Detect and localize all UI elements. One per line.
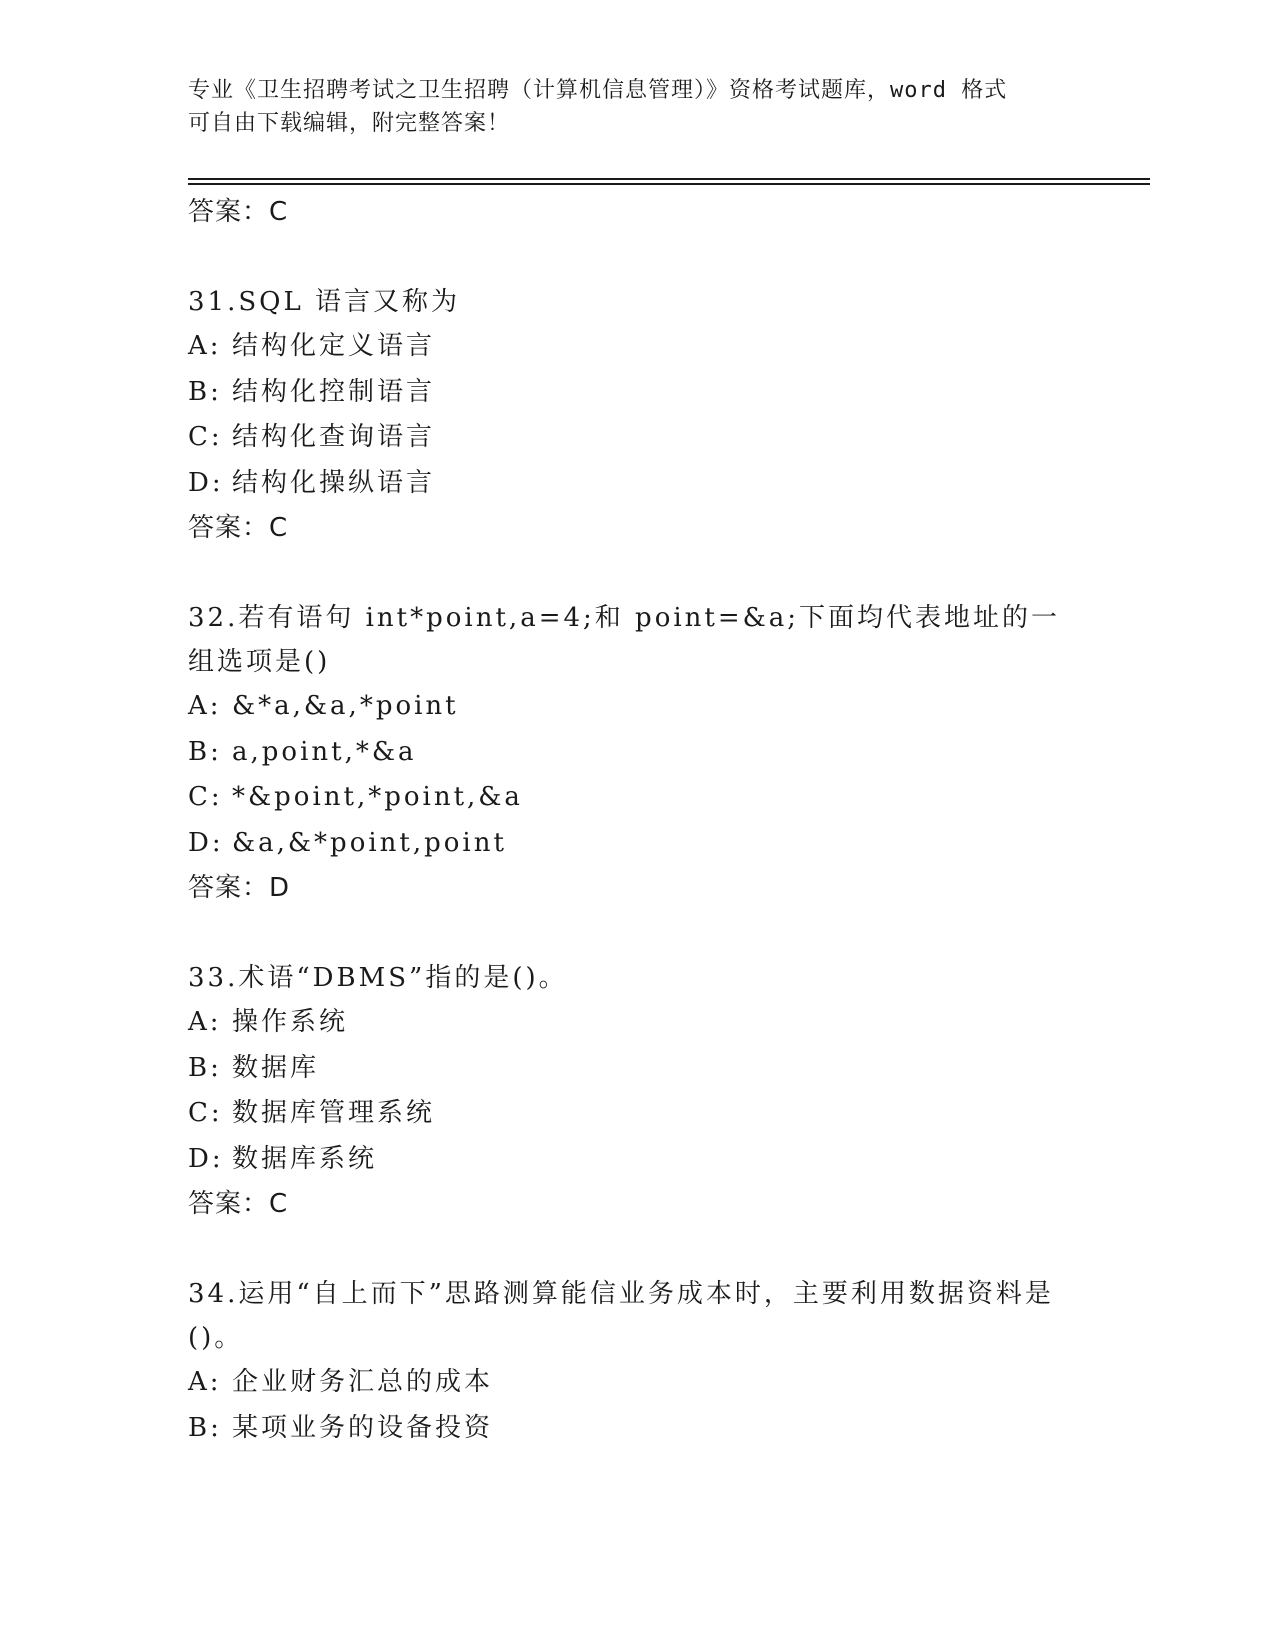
option-key: A:: [188, 331, 222, 361]
question-item: [188, 1272, 1088, 1451]
option-d: [188, 461, 1088, 507]
option-text: 操作系统: [232, 1007, 349, 1037]
question-stem: 34.运用“自上而下”思路测算能信业务成本时，主要利用数据资料是()。: [188, 1279, 1054, 1353]
option-text: &a,&*point,point: [232, 827, 507, 858]
option-text: 结构化控制语言: [232, 376, 436, 407]
option-key: C:: [188, 1098, 223, 1128]
option-b: [188, 730, 1088, 776]
answer-line: 答案：C: [188, 513, 289, 543]
option-text: 数据库管理系统: [232, 1098, 436, 1128]
option-key: B:: [188, 736, 222, 767]
option-text: 结构化定义语言: [232, 331, 436, 361]
option-d: [188, 1137, 1088, 1183]
option-c: [188, 415, 1088, 461]
option-a: [188, 1000, 1088, 1046]
option-b: [188, 1046, 1088, 1092]
option-text: *&point,*point,&a: [232, 782, 523, 812]
option-c: [188, 775, 1088, 821]
option-text: 数据库系统: [232, 1143, 378, 1174]
document-header: 专业《卫生招聘考试之卫生招聘（计算机信息管理）》资格考试题库，word 格式 可自由下载编辑，附完整答案！: [188, 78, 1008, 136]
option-text: 数据库: [232, 1052, 320, 1083]
header-rule-bottom: [188, 183, 1150, 185]
question-list: [188, 190, 1088, 1451]
option-c: [188, 1091, 1088, 1137]
option-b: [188, 1406, 1088, 1452]
option-a: [188, 324, 1088, 370]
question-stem: 33.术语“DBMS”指的是()。: [188, 963, 568, 993]
option-key: D:: [188, 1143, 224, 1174]
option-key: C:: [188, 422, 223, 452]
question-stem: 31.SQL 语言又称为: [188, 287, 461, 317]
question-item: [188, 596, 1088, 910]
option-text: &*a,&a,*point: [232, 691, 459, 721]
question-item: [188, 956, 1088, 1226]
question-stem: 32.若有语句 int*point,a=4;和 point=&a;下面均代表地址的一组选项是(): [188, 603, 1061, 677]
option-key: C:: [188, 782, 223, 812]
option-key: A:: [188, 691, 222, 721]
answer-line: 答案：D: [188, 873, 291, 903]
option-a: [188, 1360, 1088, 1406]
option-key: D:: [188, 827, 224, 858]
option-text: a,point,*&a: [232, 736, 417, 767]
option-key: D:: [188, 467, 224, 498]
option-key: B:: [188, 1052, 222, 1083]
option-key: A:: [188, 1007, 222, 1037]
option-a: [188, 684, 1088, 730]
question-item: [188, 280, 1088, 550]
option-b: [188, 370, 1088, 416]
option-key: B:: [188, 1412, 222, 1443]
option-text: 某项业务的设备投资: [232, 1412, 494, 1443]
header-rule-top: [188, 178, 1150, 180]
option-key: B:: [188, 376, 222, 407]
answer-line: 答案：C: [188, 197, 289, 227]
option-d: [188, 821, 1088, 867]
answer-line: 答案：C: [188, 1189, 289, 1219]
option-text: 结构化查询语言: [232, 422, 436, 452]
option-text: 结构化操纵语言: [232, 467, 436, 498]
option-key: A:: [188, 1367, 222, 1397]
option-text: 企业财务汇总的成本: [232, 1367, 494, 1397]
